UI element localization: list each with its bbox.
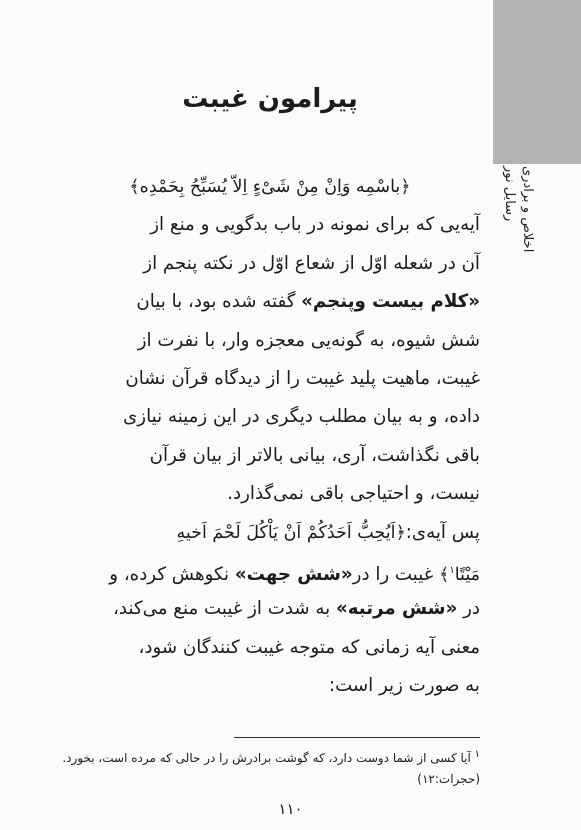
footnote <box>60 744 480 790</box>
body-line-11 <box>60 590 480 628</box>
body-line-13: به صورت زیر است: <box>328 675 480 697</box>
verse-bracket: ﴾ <box>439 564 450 585</box>
body-line-1: آیه‌یی که برای نمونه در باب بدگویی و منع از <box>150 214 480 236</box>
footnote-ref[interactable]: ١ <box>449 564 455 576</box>
footnote-text: آیا کسی از شما دوست دارد، که گوشت برادرش را در حالی که مرده است، بخورد.(حجرات:١٢) <box>62 751 480 786</box>
body-line-9 <box>60 514 480 552</box>
body-text-segment: پس آیه‌ی: <box>405 521 480 543</box>
bold-phrase: «شش جهت» <box>234 563 353 585</box>
running-header <box>497 166 539 292</box>
section-tab <box>493 0 581 164</box>
bold-phrase: «کلام بیست وپنجم» <box>301 291 480 313</box>
footnote-divider <box>234 737 480 738</box>
quranic-verse: مَیْتًا <box>454 564 480 585</box>
body-line-6: داده، و به بیان مطلب دیگری در این زمینه نیازی <box>123 406 480 428</box>
body-text-segment: نکوهش کرده، و <box>109 563 235 585</box>
body-line-10 <box>60 552 480 590</box>
body-text-segment: به شدت از غیبت منع می‌کند، <box>113 598 337 620</box>
body-line-7: باقی نگذاشت، آری، بیانی بالاتر از بیان قرآن <box>149 444 480 466</box>
page-title: پیرامون غیبت <box>182 84 358 114</box>
body-text-segment: در <box>457 598 480 620</box>
page-number: ١١٠ <box>278 800 303 818</box>
body-line-2: آن در شعله اوّل از شعاع اوّل در نکته پنجم از <box>143 252 480 274</box>
series-title: رسایل نور <box>502 166 517 222</box>
body-line-8: نیست، و احتیاجی باقی نمی‌گذارد. <box>227 483 480 505</box>
quranic-verse: ﴿اَیُحِبُّ اَحَدُکُمْ اَنْ یَاْکُلَ لَحْمَ اَخیهِ <box>176 522 406 543</box>
footnote-marker: ١ <box>474 749 480 760</box>
body-line-5: غیبت، ماهیت پلید غیبت را از دیدگاه قرآن نشان <box>125 367 480 389</box>
body-text <box>60 168 480 705</box>
body-line-3 <box>60 283 480 321</box>
body-text-segment: غیبت را در <box>352 563 440 585</box>
bold-phrase: «شش مرتبه» <box>336 598 458 620</box>
book-title: اخلاص و برادری <box>520 166 535 253</box>
body-text-segment: گفته شده بود، با بیان <box>136 291 302 313</box>
body-line-12: معنی آیه زمانی که متوجه غیبت کنندگان شود، <box>138 636 480 658</box>
body-line-4: شش شیوه، به گونه‌یی معجزه وار، با نفرت از <box>137 329 480 351</box>
opening-verse: ﴿باسْمِه وَاِنْ مِنْ شَیْءٍ اِلاّ یُسَبِّحُ بِحَمْدِه﴾ <box>129 177 411 197</box>
